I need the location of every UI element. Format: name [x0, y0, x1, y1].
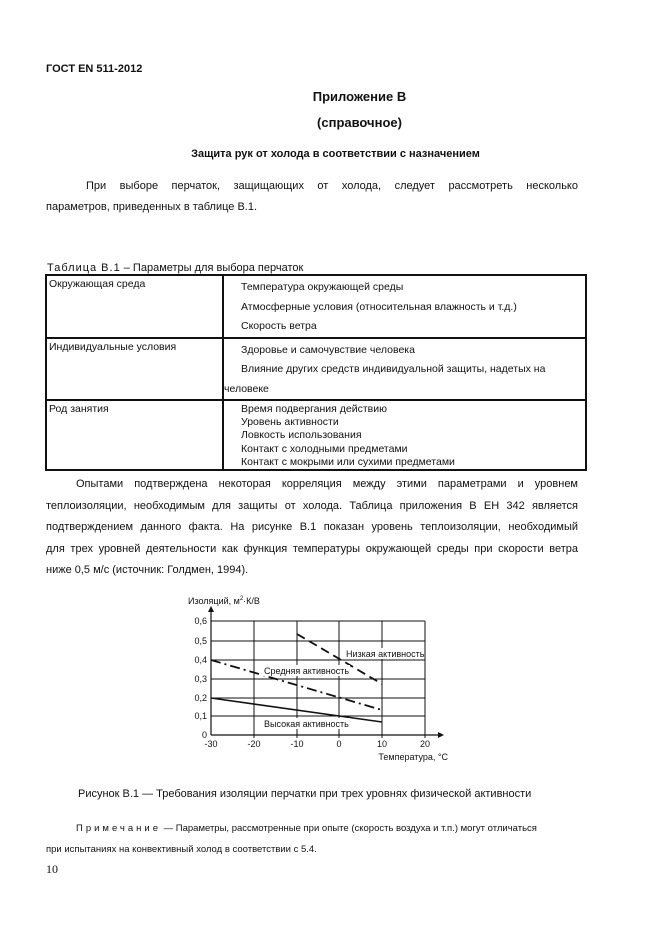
svg-text:0,2: 0,2: [194, 693, 207, 703]
table-item: Контакт с холодными предметами: [241, 442, 408, 455]
x-axis-label: Температура, °С: [378, 752, 448, 762]
table-item: Время подвергания действию: [241, 403, 387, 415]
note-text: — Параметры, рассмотренные при опыте (скорость воздуха и т.п.) могут отличаться: [161, 823, 537, 834]
table-cell-category: Индивидуальные условия: [46, 338, 223, 401]
note-line-2: при испытаниях на конвективный холод в соответствии с 5.4.: [46, 844, 317, 855]
note-label: Примечание: [76, 823, 161, 834]
intro-line-2: параметров, приведенных в таблице В.1.: [46, 201, 258, 213]
body-line: для трех уровней деятельности как функция температуры окружающей среды при скорости ветра: [46, 542, 578, 555]
body-line: подтверждением данного факта. На рисунке В.1 показан уровень теплоизоляции, необходимый: [46, 521, 578, 533]
x-tick-labels: [204, 739, 430, 749]
svg-text:20: 20: [419, 739, 431, 749]
table-caption-prefix: Таблица В.1: [47, 262, 121, 274]
table-item: Уровень активности: [241, 416, 339, 429]
intro-paragraph: [46, 176, 578, 218]
appendix-subtitle-text: (справочное): [317, 115, 402, 130]
body-line: ниже 0,5 м/с (источник: Голдмен, 1994).: [46, 564, 249, 576]
svg-text:0,4: 0,4: [194, 655, 207, 665]
note-line-1: [46, 818, 586, 839]
page-number: 10: [46, 862, 58, 876]
appendix-title: [0, 89, 661, 104]
table-item: Атмосферные условия (относительная влажность и т.д.): [241, 300, 517, 313]
y-axis-label: Изоляций, $м^2\cdot К/В$: [188, 596, 260, 606]
table-row: [46, 338, 586, 401]
svg-text:0: 0: [201, 730, 207, 740]
table-row: [46, 400, 586, 470]
svg-text:0,1: 0,1: [194, 711, 207, 721]
series-low-label: Низкая активность: [346, 649, 425, 659]
svg-text:-30: -30: [204, 739, 218, 749]
table-item: Ловкость использования: [241, 429, 362, 442]
intro-line-1: При выборе перчаток, защищающих от холода, следует рассмотреть несколько: [86, 180, 578, 192]
table-row: [46, 275, 586, 338]
x-axis-arrow-icon: [438, 732, 444, 738]
series-high-label: Высокая активность: [264, 719, 349, 729]
table-caption: [47, 262, 303, 274]
note: [46, 818, 586, 860]
series-medium-label: Средняя активность: [264, 666, 350, 676]
table-caption-text: – Параметры для выбора перчаток: [120, 262, 304, 274]
table-cell-items: [223, 338, 586, 401]
table-cell-category: Род занятия: [46, 400, 223, 470]
svg-text:0,5: 0,5: [194, 636, 207, 646]
svg-text:10: 10: [376, 739, 388, 749]
table-cell-items: [223, 275, 586, 338]
svg-text:0,3: 0,3: [194, 674, 207, 684]
svg-text:0,6: 0,6: [194, 616, 207, 626]
body-paragraph: [46, 474, 578, 582]
table-cell-items: [223, 400, 586, 470]
body-line: Опытами подтверждена некоторая корреляция между этими параметрами и уровнем: [76, 478, 578, 490]
insulation-chart: [180, 588, 460, 773]
y-axis-arrow-icon: [208, 606, 214, 612]
document-code: ГОСТ EN 511-2012: [46, 63, 143, 75]
parameters-table: [45, 274, 587, 471]
table-item: Здоровье и самочувствие человека: [241, 343, 415, 356]
svg-text:-10: -10: [290, 739, 304, 749]
y-tick-labels: [194, 616, 207, 740]
svg-text:-20: -20: [247, 739, 261, 749]
section-title: [0, 148, 661, 160]
table-cell-category: Окружающая среда: [46, 275, 223, 338]
section-title-text: Защита рук от холода в соответствии с назначением: [191, 148, 480, 160]
body-line: теплоизоляции, необходимым для защиты от холода. Таблица приложения В ЕН 342 является: [46, 499, 578, 512]
table-item: Температура окружающей среды: [241, 281, 404, 293]
table-item: Влияние других средств индивидуальной защиты, надетых на человеке: [224, 363, 546, 395]
table-item: Скорость ветра: [241, 320, 317, 332]
appendix-subtitle: [0, 115, 661, 130]
chart-svg: [180, 588, 460, 773]
svg-text:0: 0: [336, 739, 342, 749]
table-item: Контакт с мокрыми или сухими предметами: [241, 455, 455, 468]
appendix-title-text: Приложение В: [312, 89, 407, 104]
figure-caption: Рисунок В.1 — Требования изоляции перчатки при трех уровнях физической активности: [78, 788, 532, 800]
